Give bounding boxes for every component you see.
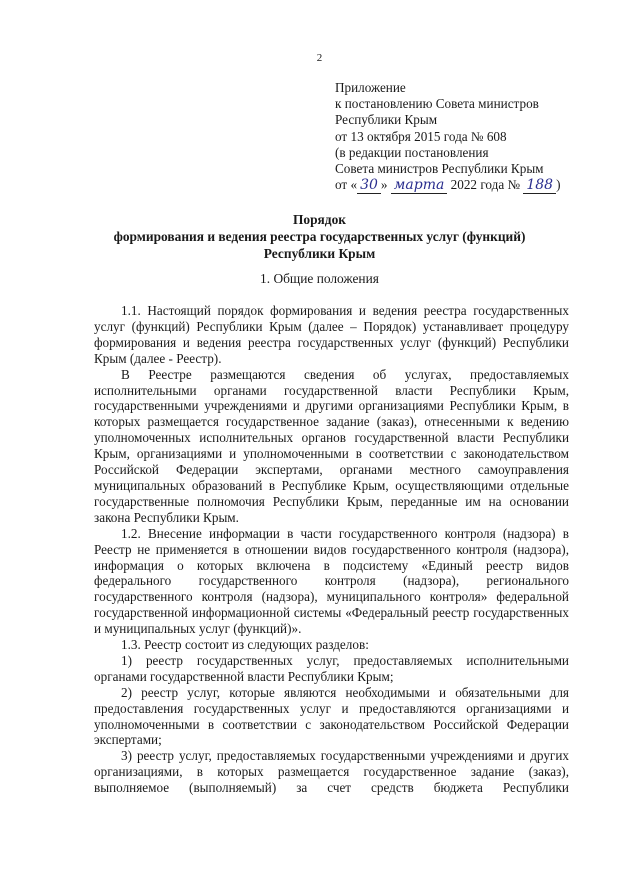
title-line: формирования и ведения реестра государственных услуг (функций) [113, 229, 526, 244]
paragraph: 3) реестр услуг, предоставляемых государственными учреждениями и других организациями, в которых размещается государственное задание (заказ), выполняемое (выполняемый) за счет средств бюджета Республики [94, 748, 569, 796]
paragraph: 1.1. Настоящий порядок формирования и ведения реестра государственных услуг (функций) Республики Крым (далее – Порядок) устанавливает процедуру формирования и ведения реестра государственных услуг (функций) Республики Крым (далее - Реестр). [94, 303, 569, 366]
paragraph: 1.2. Внесение информации в части государственного контроля (надзора) в Реестр не применяется в отношении видов государственного контроля (надзора), информация о которых включена в подсистему «Единый реестр видов федерального государственного контроля (надзора), регионального государственного контроля (надзора), муниципального контроля» федеральной государственной информационной системы «Федеральный реестр государственных и муниципальных услуг (функций)». [94, 525, 569, 637]
date-prefix: от « [335, 177, 358, 193]
page-number: 2 [316, 52, 323, 64]
paragraph: В Реестре размещаются сведения об услугах, предоставляемых исполнительными органами государственной власти Республики Крым, государственными учреждениями и другими организациями Республики Крым, в которых размещается государственное задание (заказ), отнесенными к ведению уполномоченных исполнительных органов государственной власти Республики Крым, организациями и уполномоченными в соответствии с законодательством Российской Федерации экспертами, органами местного самоуправления муниципальных образований в Республике Крым, осуществляющими отдельные государственные полномочия Республики Крым, переданные им на основании закона Республики Крым. [94, 366, 569, 525]
appendix-line: к постановлению Совета министров [335, 96, 539, 112]
handwritten-number: 188 [523, 177, 556, 194]
paragraph: 1.3. Реестр состоит из следующих разделов: [121, 637, 369, 653]
appendix-line: от 13 октября 2015 года № 608 [335, 128, 507, 144]
date-mid: » [380, 177, 391, 193]
appendix-block [335, 80, 630, 194]
paragraph: 1) реестр государственных услуг, предоставляемых исполнительными органами государственной власти Республики Крым; [94, 652, 569, 684]
appendix-line: Республики Крым [335, 112, 438, 128]
title-line: Порядок [293, 212, 346, 227]
handwritten-day: 30 [357, 177, 381, 194]
document-body [94, 303, 569, 796]
appendix-date-line [335, 177, 630, 194]
title-line: Республики Крым [263, 246, 376, 261]
paragraph: 2) реестр услуг, которые являются необходимыми и обязательными для предоставления государственных услуг и предоставляются организациями и уполномоченными в соответствии с законодательством Российской Федерации экспертами; [94, 684, 569, 748]
section-heading: 1. Общие положения [260, 271, 379, 286]
appendix-line: (в редакции постановления [335, 144, 489, 160]
date-suffix: ) [556, 177, 561, 193]
document-title [60, 211, 579, 262]
handwritten-month: марта [391, 177, 448, 194]
date-year: 2022 года № [447, 177, 524, 193]
appendix-line: Совета министров Республики Крым [335, 161, 544, 177]
appendix-line: Приложение [335, 80, 406, 95]
